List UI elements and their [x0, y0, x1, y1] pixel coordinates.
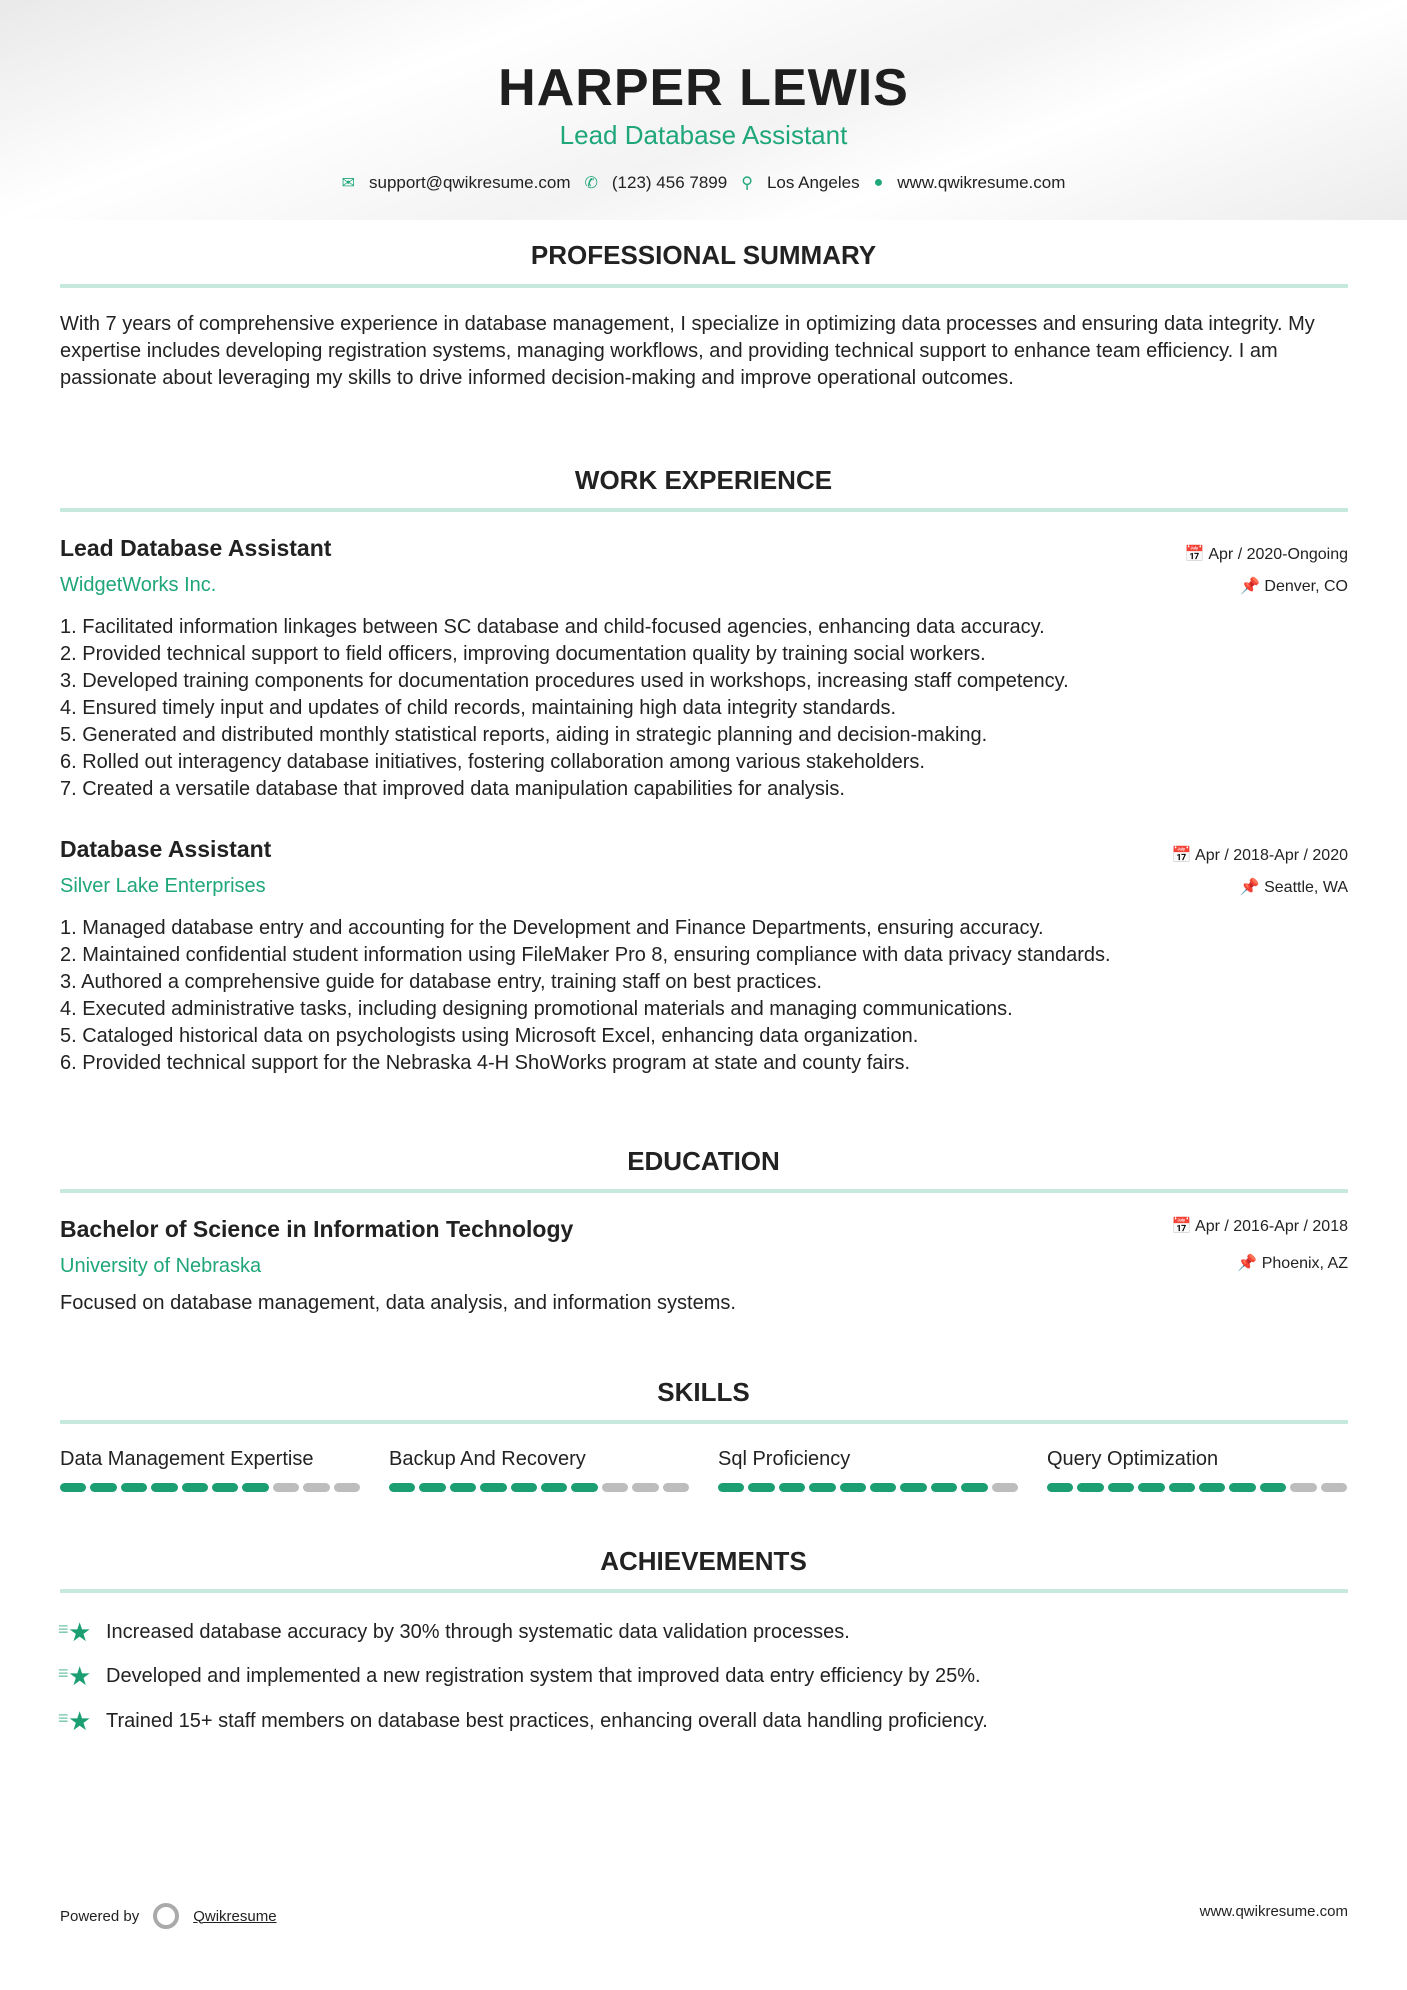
skill-level-segment — [303, 1483, 329, 1492]
skill-level-segment — [1169, 1483, 1195, 1492]
skill-level-segment — [961, 1483, 987, 1492]
section-heading-achievements: ACHIEVEMENTS — [600, 1546, 807, 1576]
education-dates: 📅 Apr / 2016-Apr / 2018 — [1171, 1218, 1348, 1235]
skill-level-segment — [931, 1483, 957, 1492]
skill-level-segment — [1290, 1483, 1316, 1492]
job-title: Lead Database Assistant — [60, 535, 332, 561]
calendar-icon: 📅 — [1171, 847, 1196, 864]
skill-level-segment — [779, 1483, 805, 1492]
bullet: 3. Authored a comprehensive guide for database entry, training staff on best practices. — [60, 971, 822, 993]
divider — [60, 1589, 1348, 1593]
skill-level-segment — [212, 1483, 238, 1492]
skill-item — [60, 1448, 360, 1492]
skill-level-segment — [1321, 1483, 1347, 1492]
star-icon: ≡ ★ — [60, 1617, 92, 1648]
contact-phone: (123) 456 7899 — [611, 173, 728, 192]
job-dates: 📅 Apr / 2018-Apr / 2020 — [1171, 847, 1348, 864]
skill-level-segment — [992, 1483, 1018, 1492]
skill-name: Data Management Expertise — [60, 1448, 314, 1470]
footer-website[interactable]: www.qwikresume.com — [1199, 1903, 1348, 1920]
job-bullets — [60, 915, 1348, 1077]
star-icon: ≡ ★ — [60, 1661, 92, 1692]
qwikresume-logo-icon — [153, 1903, 179, 1929]
skill-level-segment — [242, 1483, 268, 1492]
skill-level-bar — [60, 1483, 360, 1492]
skill-level-bar — [718, 1483, 1018, 1492]
candidate-title: Lead Database Assistant — [559, 120, 848, 150]
bullet: 5. Cataloged historical data on psychologists using Microsoft Excel, enhancing data organization. — [60, 1025, 919, 1047]
skill-level-bar — [1047, 1483, 1347, 1492]
footer-left — [60, 1903, 277, 1929]
job-location: 📌 Seattle, WA — [1239, 879, 1348, 896]
skill-level-segment — [1138, 1483, 1164, 1492]
bullet: 2. Provided technical support to field officers, improving documentation quality by training social workers. — [60, 643, 986, 665]
divider — [60, 284, 1348, 288]
section-heading-skills: SKILLS — [657, 1377, 750, 1407]
section-heading-summary: PROFESSIONAL SUMMARY — [530, 240, 877, 270]
skill-item — [718, 1448, 1018, 1492]
skill-name: Query Optimization — [1047, 1448, 1219, 1470]
calendar-icon: 📅 — [1171, 1218, 1196, 1235]
skill-item — [1047, 1448, 1347, 1492]
summary-text: With 7 years of comprehensive experience in database management, I specialize in optimizing data processes and ensuring data integrity. My expertise includes developing registration systems, managing workflows, and providing technical support to enhance team efficiency. I am passionate about leveraging my skills to drive informed decision-making and improve operational outcomes. — [60, 313, 1315, 389]
bullet: 2. Maintained confidential student information using FileMaker Pro 8, ensuring compliance with data privacy standards. — [60, 944, 1111, 966]
pushpin-icon: 📌 — [1237, 1255, 1262, 1272]
skill-level-segment — [1108, 1483, 1134, 1492]
education-location: 📌 Phoenix, AZ — [1237, 1255, 1348, 1272]
skill-level-segment — [450, 1483, 476, 1492]
achievement-item: ≡ ★ Increased database accuracy by 30% through systematic data validation processes. — [60, 1617, 850, 1648]
bullet: 6. Provided technical support for the Nebraska 4-H ShoWorks program at state and county fairs. — [60, 1052, 911, 1074]
skill-level-segment — [663, 1483, 689, 1492]
bullet: 6. Rolled out interagency database initiatives, fostering collaboration among various stakeholders. — [60, 751, 925, 773]
section-heading-education: EDUCATION — [627, 1146, 780, 1176]
skill-level-segment — [632, 1483, 658, 1492]
bullet: 4. Ensured timely input and updates of child records, maintaining high data integrity standards. — [60, 697, 897, 719]
skill-level-segment — [389, 1483, 415, 1492]
bullet: 1. Managed database entry and accounting for the Development and Finance Departments, ensuring accuracy. — [60, 917, 1044, 939]
skill-item — [389, 1448, 689, 1492]
powered-by-label: Powered by — [60, 1907, 140, 1925]
bullet: 3. Developed training components for documentation procedures used in workshops, increasing staff competency. — [60, 670, 1069, 692]
map-pin-icon: ⚲ — [741, 175, 753, 192]
skill-level-segment — [480, 1483, 506, 1492]
globe-icon: ● — [873, 174, 884, 191]
contact-website[interactable]: www.qwikresume.com — [897, 173, 1066, 192]
skill-level-segment — [541, 1483, 567, 1492]
divider — [60, 1420, 1348, 1424]
skill-level-bar — [389, 1483, 689, 1492]
job-company: Silver Lake Enterprises — [60, 875, 266, 897]
phone-icon: ✆ — [584, 175, 598, 192]
job-dates: 📅 Apr / 2020-Ongoing — [1184, 546, 1348, 563]
skill-level-segment — [1077, 1483, 1103, 1492]
skill-level-segment — [602, 1483, 628, 1492]
skill-level-segment — [121, 1483, 147, 1492]
skill-level-segment — [571, 1483, 597, 1492]
star-icon: ≡ ★ — [60, 1706, 92, 1737]
candidate-name: HARPER LEWIS — [498, 59, 909, 117]
skill-level-segment — [1199, 1483, 1225, 1492]
skill-level-segment — [840, 1483, 866, 1492]
skill-level-segment — [1229, 1483, 1255, 1492]
skill-level-segment — [151, 1483, 177, 1492]
contact-bar — [0, 173, 1407, 193]
job-company: WidgetWorks Inc. — [60, 574, 217, 596]
divider — [60, 1189, 1348, 1193]
job-bullets — [60, 614, 1348, 803]
pushpin-icon: 📌 — [1239, 879, 1265, 896]
contact-email[interactable]: support@qwikresume.com — [368, 173, 571, 192]
bullet: 4. Executed administrative tasks, including designing promotional materials and managing communications. — [60, 998, 1013, 1020]
brand-link[interactable]: Qwikresume — [193, 1907, 277, 1925]
skill-level-segment — [273, 1483, 299, 1492]
skill-level-segment — [419, 1483, 445, 1492]
skill-level-segment — [60, 1483, 86, 1492]
envelope-icon: ✉ — [341, 175, 355, 192]
skill-level-segment — [334, 1483, 360, 1492]
skill-name: Sql Proficiency — [718, 1448, 851, 1470]
skill-name: Backup And Recovery — [389, 1448, 586, 1470]
pushpin-icon: 📌 — [1240, 578, 1265, 595]
education-description: Focused on database management, data analysis, and information systems. — [60, 1292, 736, 1314]
contact-location: Los Angeles — [766, 173, 860, 192]
skill-level-segment — [90, 1483, 116, 1492]
skill-level-segment — [182, 1483, 208, 1492]
skill-level-segment — [1047, 1483, 1073, 1492]
bullet: 5. Generated and distributed monthly statistical reports, aiding in strategic planning and decision-making. — [60, 724, 988, 746]
skill-level-segment — [1260, 1483, 1286, 1492]
achievement-item: ≡ ★ Developed and implemented a new registration system that improved data entry efficiency by 25%. — [60, 1661, 981, 1692]
skills-list — [60, 1448, 1347, 1492]
skill-level-segment — [809, 1483, 835, 1492]
school-name: University of Nebraska — [60, 1255, 262, 1277]
skill-level-segment — [900, 1483, 926, 1492]
divider — [60, 508, 1348, 512]
calendar-icon: 📅 — [1184, 546, 1209, 563]
job-location: 📌 Denver, CO — [1240, 578, 1348, 595]
skill-level-segment — [870, 1483, 896, 1492]
skill-level-segment — [748, 1483, 774, 1492]
bullet: 7. Created a versatile database that improved data manipulation capabilities for analysis. — [60, 778, 845, 800]
degree-title: Bachelor of Science in Information Technology — [60, 1216, 574, 1242]
achievement-item: ≡ ★ Trained 15+ staff members on database best practices, enhancing overall data handling proficiency. — [60, 1706, 988, 1737]
skill-level-segment — [718, 1483, 744, 1492]
job-title: Database Assistant — [60, 836, 272, 862]
bullet: 1. Facilitated information linkages between SC database and child-focused agencies, enhancing data accuracy. — [60, 616, 1045, 638]
section-heading-experience: WORK EXPERIENCE — [574, 465, 833, 495]
skill-level-segment — [511, 1483, 537, 1492]
